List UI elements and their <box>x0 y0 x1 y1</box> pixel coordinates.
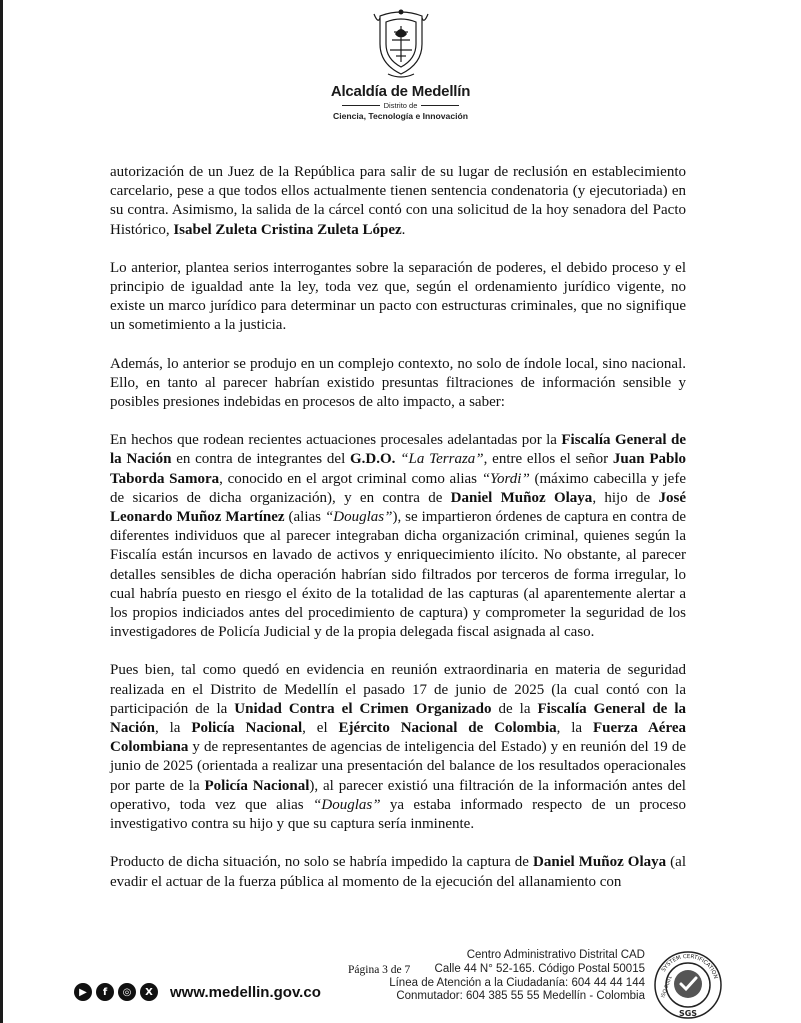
emphasis-bold: Policía Nacional <box>191 720 303 737</box>
text-run: , entre ellos el señor <box>483 451 613 468</box>
divider <box>421 105 459 106</box>
emphasis-bold: José Leonardo Muñoz Martínez <box>110 489 686 526</box>
district-label: Distrito de <box>383 101 418 110</box>
instagram-icon[interactable]: ◎ <box>118 983 136 1001</box>
body-paragraph <box>110 259 686 336</box>
contact-line: Centro Administrativo Distrital CAD <box>466 949 645 961</box>
social-links <box>74 983 321 1001</box>
body-paragraph <box>110 431 686 642</box>
certification-seal-icon <box>653 950 723 1020</box>
divider <box>342 105 380 106</box>
emphasis-bold: Isabel Zuleta Cristina Zuleta López <box>173 221 402 238</box>
body-paragraph <box>110 661 686 834</box>
facebook-icon[interactable]: f <box>96 983 114 1001</box>
emphasis-italic: “Douglas” <box>313 796 381 813</box>
emphasis-bold: Daniel Muñoz Olaya <box>450 489 593 506</box>
contact-info <box>389 949 645 1004</box>
text-run: (alias <box>284 509 325 526</box>
text-run: Producto de dicha situación, no solo se habría impedido la captura de <box>110 854 534 871</box>
text-run: (máximo cabecilla y jefe de sicarios de dicha organización), y en contra de <box>110 470 686 506</box>
emphasis-italic: “Douglas” <box>324 509 393 526</box>
emphasis-bold: G.D.O. <box>350 451 396 468</box>
text-run: Lo anterior, plantea serios interrogantes sobre la separación de poderes, el debido proceso y el principio de igualdad ante la ley, toda vez que, según el ordenamiento jurídico vigente, no existe un marco jurídico para determinar un pacto con estructuras criminales, que no signifique un sometimiento a la justicia. <box>110 259 686 334</box>
district-line <box>0 101 801 110</box>
text-run: , la <box>556 720 593 737</box>
text-run: y de representantes de agencias de inteligencia del Estado) y en reunión del 19 de junio de 2025 (orientada a realizar una presentación del balance de los resultados operacionales por parte de la <box>110 739 686 794</box>
emphasis-bold: Fuerza Aérea Colombiana <box>110 720 686 756</box>
text-run: Pues bien, tal como quedó en evidencia en reunión extraordinaria en materia de seguridad realizada en el Distrito de Medellín el pasado 17 de junio de 2025 (la cual contó con la participación de la <box>110 662 686 717</box>
text-run: En hechos que rodean recientes actuaciones procesales adelantadas por la <box>110 432 562 449</box>
body-paragraph <box>110 355 686 413</box>
emphasis-bold: Ejército Nacional de Colombia <box>338 720 557 737</box>
text-run: ), se impartieron órdenes de captura en contra de diferentes individuos que al parecer integraban dicha organización criminal, quienes según la Fiscalía están incursos en lavado de activos y enriquecimiento ilícito. No obstante, al parecer detalles sensibles de dicha operación habrían sido filtrados por terceros de forma irregular, lo cual habría puesto en riesgo el éxito de la totalidad de las capturas (al aparentemente alertar a los propios indiciados antes del procedimiento de captura) y comprometer la seguridad de los investigadores de Policía Judicial y de la propia delegada fiscal asignada al caso. <box>110 509 687 641</box>
emphasis-bold: Daniel Muñoz Olaya <box>533 854 667 871</box>
seal-iso-label: ISO 9001 <box>660 975 674 999</box>
emphasis-bold: Juan Pablo Taborda Samora <box>110 451 687 487</box>
text-run: (al evadir el actuar de la fuerza pública al momento de la ejecución del allanamiento con <box>110 854 686 890</box>
text-run: autorización de un Juez de la República para salir de su lugar de reclusión en establecimiento carcelario, pese a que todos ellos actualmente tienen sentencia condenatoria (y ejecutoriada) en su contra. Asimismo, la salida de la cárcel contó con una solicitud de la hoy senadora del Pacto Histórico, <box>110 164 686 238</box>
scan-edge <box>0 0 3 1023</box>
institution-tagline: Ciencia, Tecnología e Innovación <box>333 111 468 121</box>
text-run: . <box>401 221 406 238</box>
document-body <box>110 163 686 911</box>
emphasis-italic: “Yordi” <box>481 470 530 487</box>
emphasis-bold: Fiscalía General de la Nación <box>110 432 687 468</box>
contact-line: Calle 44 N° 52-165. Código Postal 50015 <box>434 962 645 975</box>
website-link[interactable]: www.medellin.gov.co <box>170 983 321 1001</box>
text-run: , el <box>302 720 339 737</box>
emphasis-bold: Unidad Contra el Crimen Organizado <box>234 700 492 717</box>
contact-line: Línea de Atención a la Ciudadanía: 604 44 44 144 <box>389 976 645 989</box>
text-run: en contra de integrantes del <box>171 451 351 468</box>
contact-line: Conmutador: 604 385 55 55 Medellín - Colombia <box>396 990 645 1003</box>
body-paragraph <box>110 853 686 891</box>
youtube-icon[interactable]: ▶ <box>74 983 92 1001</box>
emphasis-italic: “La Terraza” <box>400 451 484 468</box>
text-run: Además, lo anterior se produjo en un complejo contexto, no solo de índole local, sino nacional. Ello, en tanto al parecer habrían existido presuntas filtraciones de información sensible y posibles presiones indebidas en procesos de alto impacto, a saber: <box>110 355 686 411</box>
seal-brand: SGS <box>678 1009 698 1018</box>
text-run: de la <box>491 700 538 717</box>
institution-logo <box>0 4 801 121</box>
institution-name: Alcaldía de Medellín <box>330 83 471 100</box>
emphasis-bold: Policía Nacional <box>204 777 310 794</box>
x-icon[interactable]: X <box>140 983 158 1001</box>
page-number: Página 3 de 7 <box>348 964 411 976</box>
coat-of-arms-icon <box>366 4 436 82</box>
text-run: , conocido en el argot criminal como alias <box>219 470 482 487</box>
text-run: , hijo de <box>592 489 659 506</box>
text-run: ya estaba informado respecto de un proceso investigativo contra su hijo y que su captura sería inminente. <box>110 796 686 833</box>
emphasis-bold: Fiscalía General de la Nación <box>110 700 687 737</box>
text-run: , la <box>155 720 192 737</box>
body-paragraph <box>110 163 686 240</box>
seal-ring-text: SYSTEM CERTIFICATION <box>660 953 719 980</box>
text-run: ), al parecer existió una filtración de la información antes del operativo, toda vez que alias <box>110 777 686 813</box>
